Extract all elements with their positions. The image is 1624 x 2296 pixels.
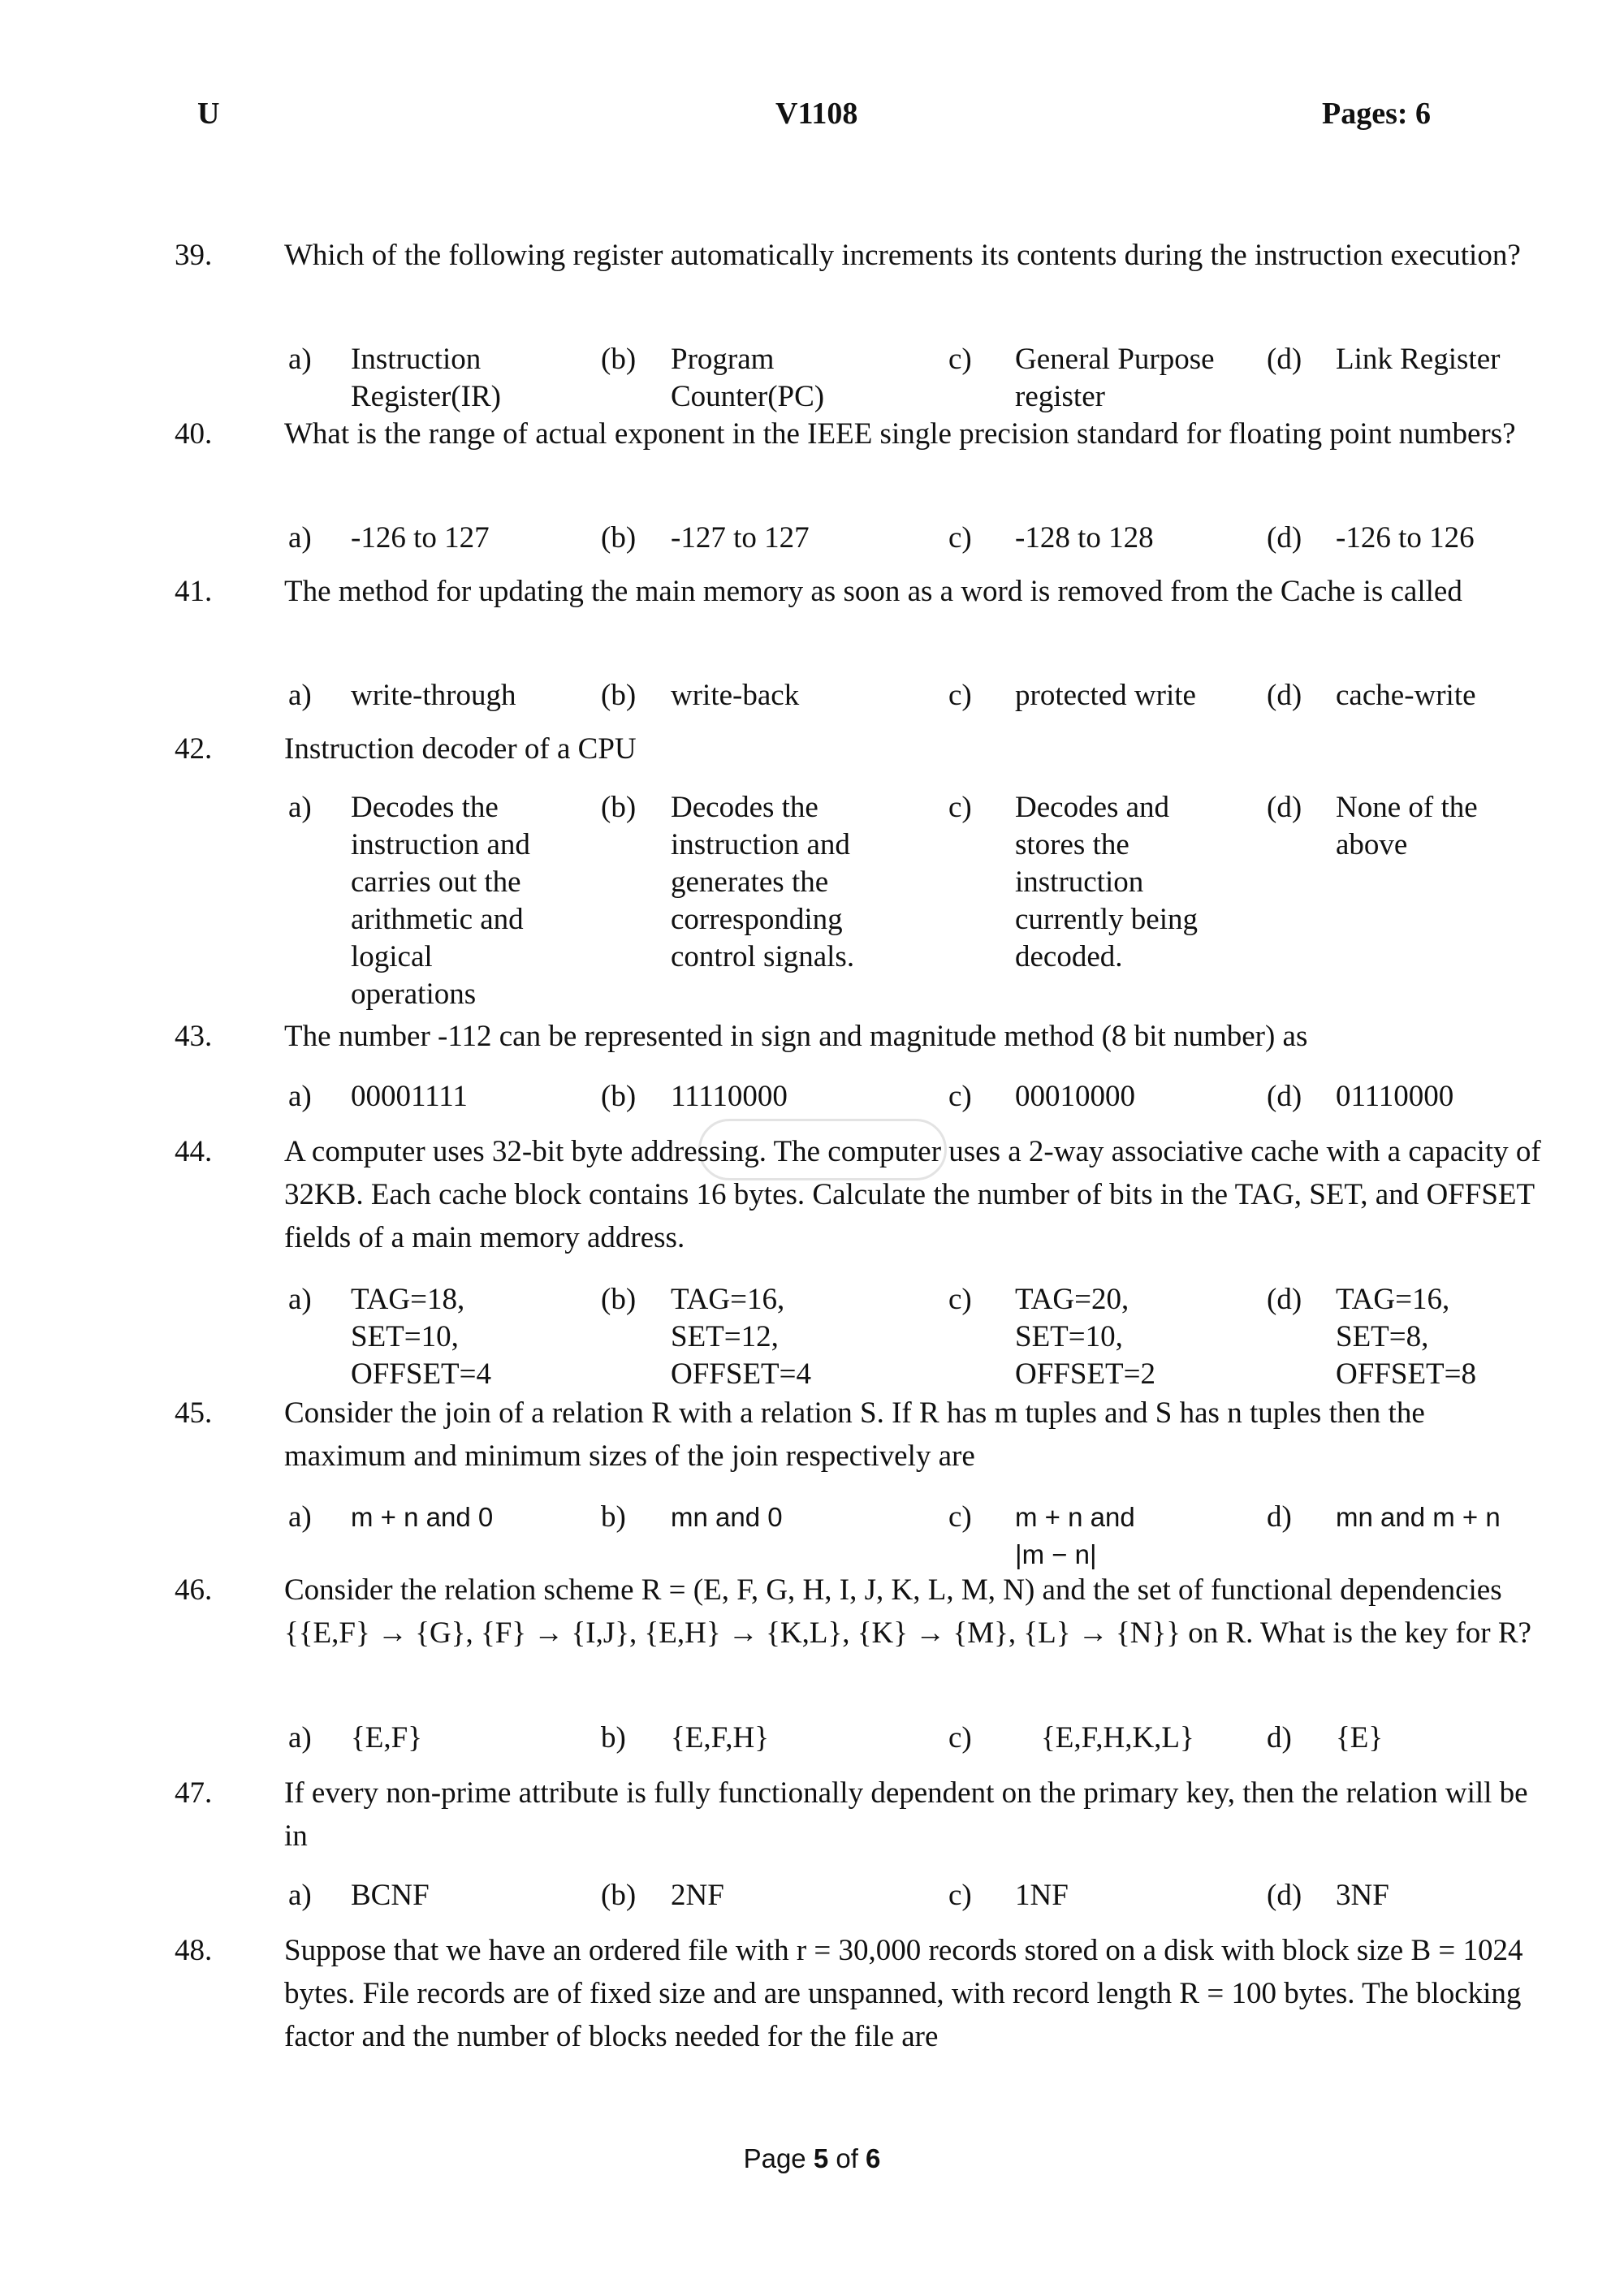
option-text: None of the above bbox=[1336, 791, 1478, 861]
question-number: 41. bbox=[175, 575, 213, 608]
option-text: {E,F,H} bbox=[671, 1721, 769, 1754]
option-text: 1NF bbox=[1015, 1879, 1069, 1912]
option-letter: (d) bbox=[1267, 521, 1302, 555]
option-letter: c) bbox=[948, 1879, 972, 1912]
question-text: The method for updating the main memory as soon as a word is removed from the Cache is called bbox=[284, 575, 1462, 608]
option-text: 00001111 bbox=[351, 1080, 468, 1113]
option-letter: (b) bbox=[601, 521, 637, 555]
pages-count: Pages: 6 bbox=[1322, 97, 1432, 131]
question-number: 40. bbox=[175, 417, 213, 451]
question-text: Consider the relation scheme R = (E, F, G, H, I, J, K, L, M, N) and the set of functional dependencies {{E,F} → {G}, {F} → {I,J}, {E,H} → {K,L}, {K} → {M}, {L} → {N}} on R. What is the key for R? bbox=[284, 1573, 1531, 1650]
option-letter: b) bbox=[601, 1500, 626, 1534]
option-text: Instruction Register(IR) bbox=[351, 343, 501, 413]
option-letter: a) bbox=[288, 791, 312, 824]
option-letter: c) bbox=[948, 1500, 972, 1534]
option-letter: a) bbox=[288, 1283, 312, 1316]
question-text: The number -112 can be represented in sign and magnitude method (8 bit number) as bbox=[284, 1020, 1308, 1053]
question-text: What is the range of actual exponent in the IEEE single precision standard for floating point numbers? bbox=[284, 417, 1516, 451]
option-letter: c) bbox=[948, 679, 972, 712]
question-text: Suppose that we have an ordered file with r = 30,000 records stored on a disk with block size B = 1024 bytes. File records are of fixed size and are unspanned, with record length R = 100 bytes. The blocking factor and the number of blocks needed for the file are bbox=[284, 1934, 1523, 2053]
option-text: mn and 0 bbox=[671, 1502, 783, 1532]
option-letter: (d) bbox=[1267, 1080, 1302, 1113]
option-text: TAG=16, SET=12, OFFSET=4 bbox=[671, 1283, 812, 1391]
option-text: cache-write bbox=[1336, 679, 1476, 712]
option-letter: (b) bbox=[601, 679, 637, 712]
option-text: TAG=18, SET=10, OFFSET=4 bbox=[351, 1283, 492, 1391]
option-letter: a) bbox=[288, 1080, 312, 1113]
option-letter: (d) bbox=[1267, 679, 1302, 712]
question-text: Which of the following register automatically increments its contents during the instruction execution? bbox=[284, 239, 1521, 272]
option-letter: (d) bbox=[1267, 1879, 1302, 1912]
footer-total-pages: 6 bbox=[866, 2143, 881, 2173]
option-letter: c) bbox=[948, 1283, 972, 1316]
option-text: Program Counter(PC) bbox=[671, 343, 825, 413]
question-text: A computer uses 32-bit byte addressing. The computer uses a 2-way associative cache with a capacity of 32KB. Each cache block contains 16 bytes. Calculate the number of bits in the TAG, SET, and OFFSET fields of a main memory address. bbox=[284, 1135, 1541, 1254]
option-letter: (b) bbox=[601, 1080, 637, 1113]
option-letter: c) bbox=[948, 521, 972, 555]
option-letter: c) bbox=[948, 1721, 972, 1754]
option-text: -128 to 128 bbox=[1015, 521, 1154, 555]
question-number: 45. bbox=[175, 1396, 213, 1430]
question-number: 42. bbox=[175, 732, 213, 766]
option-text: Decodes and stores the instruction currently being decoded. bbox=[1015, 791, 1198, 973]
option-letter: (d) bbox=[1267, 1283, 1302, 1316]
footer-current-page: 5 bbox=[813, 2143, 829, 2173]
option-text: m + n and 0 bbox=[351, 1502, 494, 1532]
option-letter: c) bbox=[948, 343, 972, 376]
option-letter: a) bbox=[288, 1500, 312, 1534]
option-letter: d) bbox=[1267, 1721, 1292, 1754]
option-letter: c) bbox=[948, 1080, 972, 1113]
option-letter: (d) bbox=[1267, 343, 1302, 376]
question-number: 44. bbox=[175, 1135, 213, 1168]
question-number: 43. bbox=[175, 1020, 213, 1053]
option-text: -126 to 127 bbox=[351, 521, 490, 555]
option-text: TAG=20, SET=10, OFFSET=2 bbox=[1015, 1283, 1156, 1391]
option-letter: d) bbox=[1267, 1500, 1292, 1534]
question-text: Consider the join of a relation R with a relation S. If R has m tuples and S has n tuples then the maximum and minimum sizes of the join respectively are bbox=[284, 1396, 1425, 1473]
option-letter: (b) bbox=[601, 1879, 637, 1912]
option-text: mn and m + n bbox=[1336, 1502, 1501, 1532]
page-footer bbox=[0, 2143, 1624, 2174]
option-text: {E} bbox=[1336, 1721, 1384, 1754]
option-letter: a) bbox=[288, 343, 312, 376]
option-letter: (b) bbox=[601, 343, 637, 376]
option-text: 11110000 bbox=[671, 1080, 788, 1113]
option-letter: (b) bbox=[601, 1283, 637, 1316]
option-text: -127 to 127 bbox=[671, 521, 810, 555]
option-letter: a) bbox=[288, 521, 312, 555]
question-number: 48. bbox=[175, 1934, 213, 1967]
option-text: BCNF bbox=[351, 1879, 430, 1912]
option-text: General Purpose register bbox=[1015, 343, 1215, 413]
option-text: 2NF bbox=[671, 1879, 724, 1912]
option-text: 01110000 bbox=[1336, 1080, 1454, 1113]
option-text: TAG=16, SET=8, OFFSET=8 bbox=[1336, 1283, 1477, 1391]
option-text: 00010000 bbox=[1015, 1080, 1135, 1113]
question-number: 46. bbox=[175, 1573, 213, 1607]
option-text: Decodes the instruction and carries out the arithmetic and logical operations bbox=[351, 791, 530, 1011]
option-text: protected write bbox=[1015, 679, 1196, 712]
option-text: write-through bbox=[351, 679, 516, 712]
option-text: m + n and |m − n| bbox=[1015, 1502, 1135, 1569]
option-letter: (b) bbox=[601, 791, 637, 824]
question-text: Instruction decoder of a CPU bbox=[284, 732, 637, 766]
option-letter: a) bbox=[288, 1721, 312, 1754]
option-text: 3NF bbox=[1336, 1879, 1389, 1912]
question-text: If every non-prime attribute is fully functionally dependent on the primary key, then the relation will be in bbox=[284, 1776, 1528, 1853]
option-letter: b) bbox=[601, 1721, 626, 1754]
option-text: Link Register bbox=[1336, 343, 1501, 376]
option-text: {E,F} bbox=[351, 1721, 422, 1754]
option-text: Decodes the instruction and generates the corresponding control signals. bbox=[671, 791, 855, 973]
option-text: {E,F,H,K,L} bbox=[1041, 1721, 1194, 1754]
question-number: 47. bbox=[175, 1776, 213, 1810]
option-letter: (d) bbox=[1267, 791, 1302, 824]
paper-code: V1108 bbox=[775, 97, 858, 131]
header-left: U bbox=[197, 97, 220, 131]
option-text: write-back bbox=[671, 679, 800, 712]
footer-middle: of bbox=[828, 2143, 866, 2173]
question-number: 39. bbox=[175, 239, 213, 272]
option-letter: c) bbox=[948, 791, 972, 824]
footer-prefix: Page bbox=[743, 2143, 814, 2173]
option-text: -126 to 126 bbox=[1336, 521, 1475, 555]
option-letter: a) bbox=[288, 679, 312, 712]
option-letter: a) bbox=[288, 1879, 312, 1912]
